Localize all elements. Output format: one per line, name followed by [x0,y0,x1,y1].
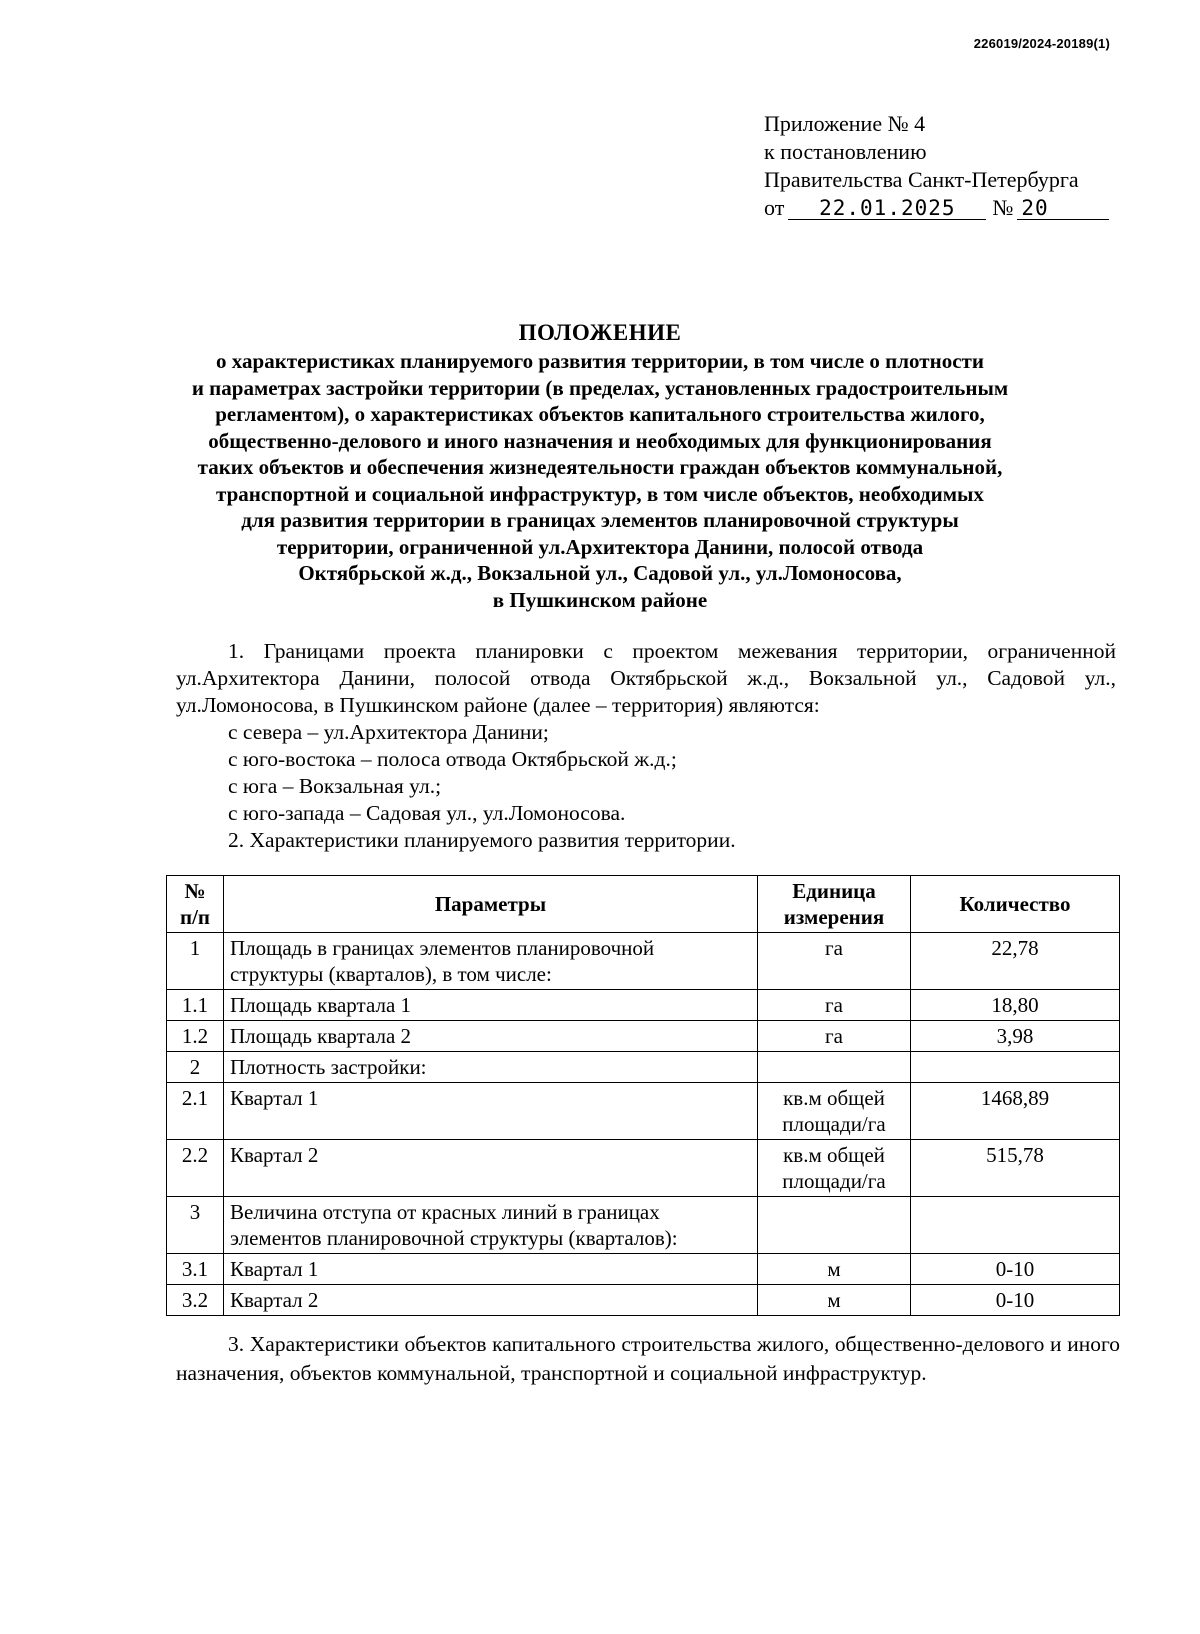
row-qty: 3,98 [911,1021,1120,1052]
table-row [167,1083,1120,1140]
title-line: в Пушкинском районе [492,587,708,612]
title-main: ПОЛОЖЕНИЕ [518,320,682,345]
row-param: Площадь в границах элементов планировочной структуры (кварталов), в том числе: [224,933,758,990]
boundary-southwest: с юго-запада – Садовая ул., ул.Ломоносова. [228,801,626,825]
row-param: Величина отступа от красных линий в границах элементов планировочной структуры (кварталов): [224,1197,758,1254]
row-param: Квартал 1 [224,1083,758,1140]
title-line: о характеристиках планируемого развития территории, в том числе о плотности [216,349,984,373]
row-qty: 0-10 [911,1285,1120,1316]
row-num: 2 [167,1052,224,1083]
appendix-line-3: Правительства Санкт-Петербурга [764,167,1079,192]
row-param: Квартал 2 [224,1285,758,1316]
row-num: 1 [167,933,224,990]
row-num: 3 [167,1197,224,1254]
row-unit [758,1052,911,1083]
table-row [167,1197,1120,1254]
row-qty: 18,80 [911,990,1120,1021]
boundary-southeast: с юго-востока – полоса отвода Октябрьской ж.д.; [228,747,677,771]
row-unit: м [758,1254,911,1285]
row-unit: га [758,933,911,990]
header-num: № п/п [167,876,224,933]
resolution-date: 22.01.2025 [788,197,986,220]
row-unit: кв.м общей площади/га [758,1140,911,1197]
row-num: 3.1 [167,1254,224,1285]
resolution-number: 20 [1017,197,1109,220]
row-num: 2.1 [167,1083,224,1140]
row-unit: га [758,1021,911,1052]
title-line: регламентом), о характеристиках объектов капитального строительства жилого, [215,402,985,426]
header-qty: Количество [911,876,1120,933]
table-header-row [167,876,1120,933]
row-num: 1.1 [167,990,224,1021]
section-3: 3. Характеристики объектов капитального строительства жилого, общественно-делового и иного назначения, объектов коммунальной, транспортной и социальной инфраструктур. [176,1332,1120,1385]
appendix-line-2: к постановлению [764,139,927,164]
row-qty [911,1197,1120,1254]
title-line: общественно-делового и иного назначения и необходимых для функционирования [208,428,992,453]
row-unit: м [758,1285,911,1316]
row-unit [758,1197,911,1254]
section-1-intro: 1. Границами проекта планировки с проектом межевания территории, ограниченной ул.Архитектора Данини, полосой отвода Октябрьской ж.д., Вокзальной ул., Садовой ул., ул.Ломоносова, в Пушкинском районе (далее – территория) являются: [176,639,1116,717]
row-qty [911,1052,1120,1083]
row-qty: 515,78 [911,1140,1120,1197]
appendix-block [764,110,1124,222]
row-num: 2.2 [167,1140,224,1197]
table-row [167,1285,1120,1316]
table-row [167,1021,1120,1052]
registration-number: 226019/2024-20189(1) [973,36,1110,51]
row-param: Площадь квартала 2 [224,1021,758,1052]
title-line: транспортной и социальной инфраструктур, в том числе объектов, необходимых [216,481,984,506]
header-unit: Единица измерения [758,876,911,933]
appendix-date-row [764,194,1124,222]
row-param: Площадь квартала 1 [224,990,758,1021]
table-row [167,990,1120,1021]
title-line: таких объектов и обеспечения жизнедеятельности граждан объектов коммунальной, [197,455,1003,479]
row-param: Квартал 1 [224,1254,758,1285]
table-row [167,1254,1120,1285]
row-qty: 22,78 [911,933,1120,990]
row-param: Квартал 2 [224,1140,758,1197]
from-label: от [764,195,785,220]
table-row [167,1140,1120,1197]
row-num: 1.2 [167,1021,224,1052]
title-line: Октябрьской ж.д., Вокзальной ул., Садовой ул., ул.Ломоносова, [298,561,902,585]
document-title [150,318,1050,613]
section-2-title: 2. Характеристики планируемого развития территории. [228,828,736,852]
row-num: 3.2 [167,1285,224,1316]
section-1 [176,638,1116,854]
row-qty: 0-10 [911,1254,1120,1285]
title-line: и параметрах застройки территории (в пределах, установленных градостроительным [191,375,1009,400]
table-row [167,1052,1120,1083]
row-unit: кв.м общей площади/га [758,1083,911,1140]
table-row [167,933,1120,990]
number-label: № [992,195,1014,220]
title-line: территории, ограниченной ул.Архитектора Данини, полосой отвода [276,534,924,559]
title-line: для развития территории в границах элементов планировочной структуры [241,508,959,532]
header-param: Параметры [224,876,758,933]
boundary-south: с юга – Вокзальная ул.; [228,774,442,798]
boundary-north: с севера – ул.Архитектора Данини; [228,720,549,744]
appendix-line-1: Приложение № 4 [764,111,926,136]
row-unit: га [758,990,911,1021]
row-param: Плотность застройки: [224,1052,758,1083]
row-qty: 1468,89 [911,1083,1120,1140]
parameters-table [166,875,1120,1316]
